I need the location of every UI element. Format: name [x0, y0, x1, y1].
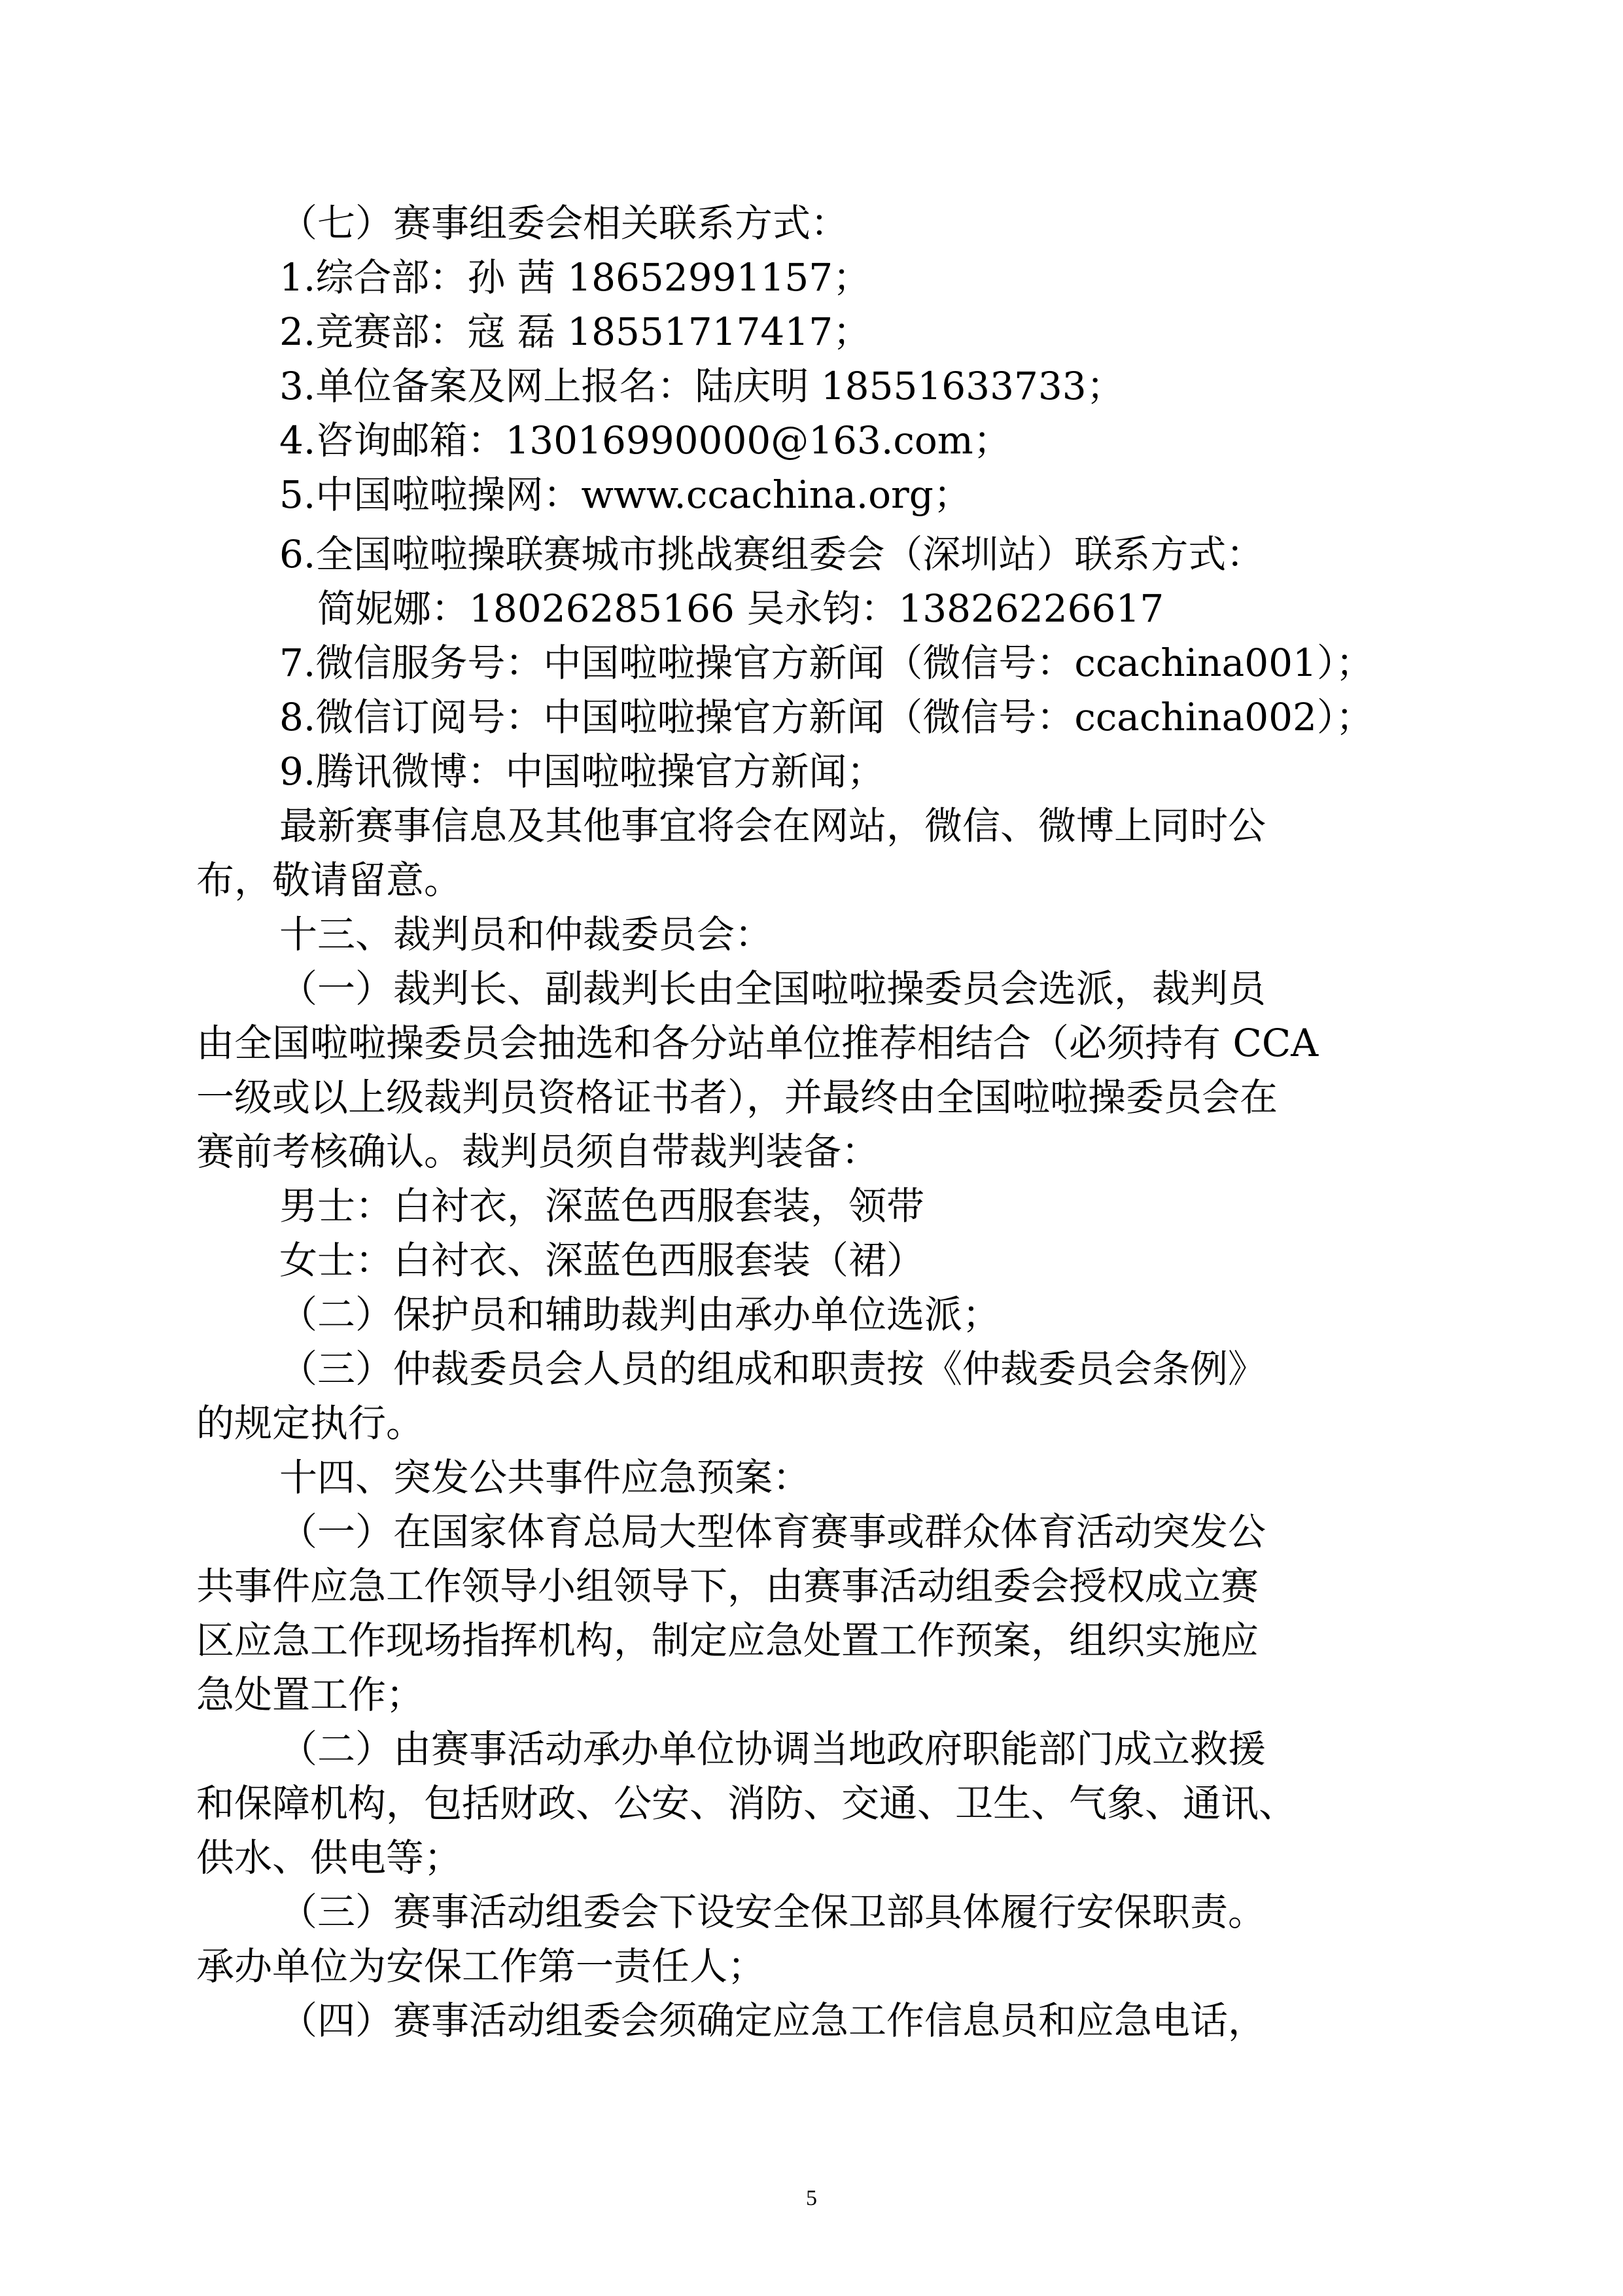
paragraph-line: （一）裁判长、副裁判长由全国啦啦操委员会选派，裁判员: [279, 966, 1266, 1011]
contact-item-shenzhen-phones: 简妮娜：18026285166 吴永钧：13826226617: [317, 586, 1164, 631]
notice-line: 布，敬请留意。: [196, 858, 462, 902]
paragraph-line: 赛前考核确认。裁判员须自带裁判装备：: [196, 1129, 880, 1174]
contact-item-website: 5.中国啦啦操网：www.ccachina.org；: [279, 472, 971, 517]
document-body: [196, 196, 1439, 2048]
page-number: 5: [806, 2186, 817, 2210]
contact-item-registration: 3.单位备案及网上报名：陆庆明 18551633733；: [279, 364, 1125, 408]
contact-item-wechat-service: 7.微信服务号：中国啦啦操官方新闻（微信号：ccachina001）；: [279, 641, 1374, 685]
contact-item-wechat-subscription: 8.微信订阅号：中国啦啦操官方新闻（微信号：ccachina002）；: [279, 695, 1374, 739]
paragraph-line: （三）仲裁委员会人员的组成和职责按《仲裁委员会条例》: [279, 1347, 1266, 1391]
paragraph-line: 承办单位为安保工作第一责任人；: [196, 1944, 766, 1988]
contact-item-shenzhen: 6.全国啦啦操联赛城市挑战赛组委会（深圳站）联系方式：: [279, 532, 1265, 576]
paragraph-line: 由全国啦啦操委员会抽选和各分站单位推荐相结合（必须持有 CCA: [196, 1021, 1319, 1065]
spacer: [196, 522, 1439, 527]
section-13-heading: 十三、裁判员和仲裁委员会：: [279, 912, 773, 957]
paragraph-line: 供水、供电等；: [196, 1835, 462, 1880]
paragraph-line: 共事件应急工作领导小组领导下，由赛事活动组委会授权成立赛: [196, 1564, 1259, 1608]
paragraph-line: （三）赛事活动组委会下设安全保卫部具体履行安保职责。: [279, 1890, 1266, 1934]
section-14-heading: 十四、突发公共事件应急预案：: [279, 1455, 811, 1500]
contact-heading: （七）赛事组委会相关联系方式：: [279, 201, 849, 245]
notice-line: 最新赛事信息及其他事宜将会在网站，微信、微博上同时公: [279, 804, 1266, 848]
paragraph-line: 和保障机构，包括财政、公安、消防、交通、卫生、气象、通讯、: [196, 1781, 1297, 1826]
contact-item-general: 1.综合部：孙 茜 18652991157；: [279, 255, 871, 300]
paragraph-line: （四）赛事活动组委会须确定应急工作信息员和应急电话，: [279, 1998, 1266, 2043]
paragraph-line: 一级或以上级裁判员资格证书者），并最终由全国啦啦操委员会在: [196, 1075, 1278, 1120]
paragraph-line: （一）在国家体育总局大型体育赛事或群众体育活动突发公: [279, 1510, 1266, 1554]
paragraph-line: （二）由赛事活动承办单位协调当地政府职能部门成立救援: [279, 1727, 1266, 1771]
contact-item-competition: 2.竞赛部：寇 磊 18551717417；: [279, 309, 871, 354]
paragraph-line: 急处置工作；: [196, 1672, 425, 1717]
paragraph-line: （二）保护员和辅助裁判由承办单位选派；: [279, 1292, 1001, 1337]
contact-item-email: 4.咨询邮箱：13016990000@163.com；: [279, 418, 1011, 463]
paragraph-line: 区应急工作现场指挥机构，制定应急处置工作预案，组织实施应: [196, 1618, 1259, 1663]
contact-item-weibo: 9.腾讯微博：中国啦啦操官方新闻；: [279, 749, 885, 794]
dress-code-women: 女士：白衬衣、深蓝色西服套装（裙）: [279, 1238, 925, 1282]
dress-code-men: 男士：白衬衣，深蓝色西服套装，领带: [279, 1184, 925, 1228]
paragraph-line: 的规定执行。: [196, 1401, 425, 1445]
